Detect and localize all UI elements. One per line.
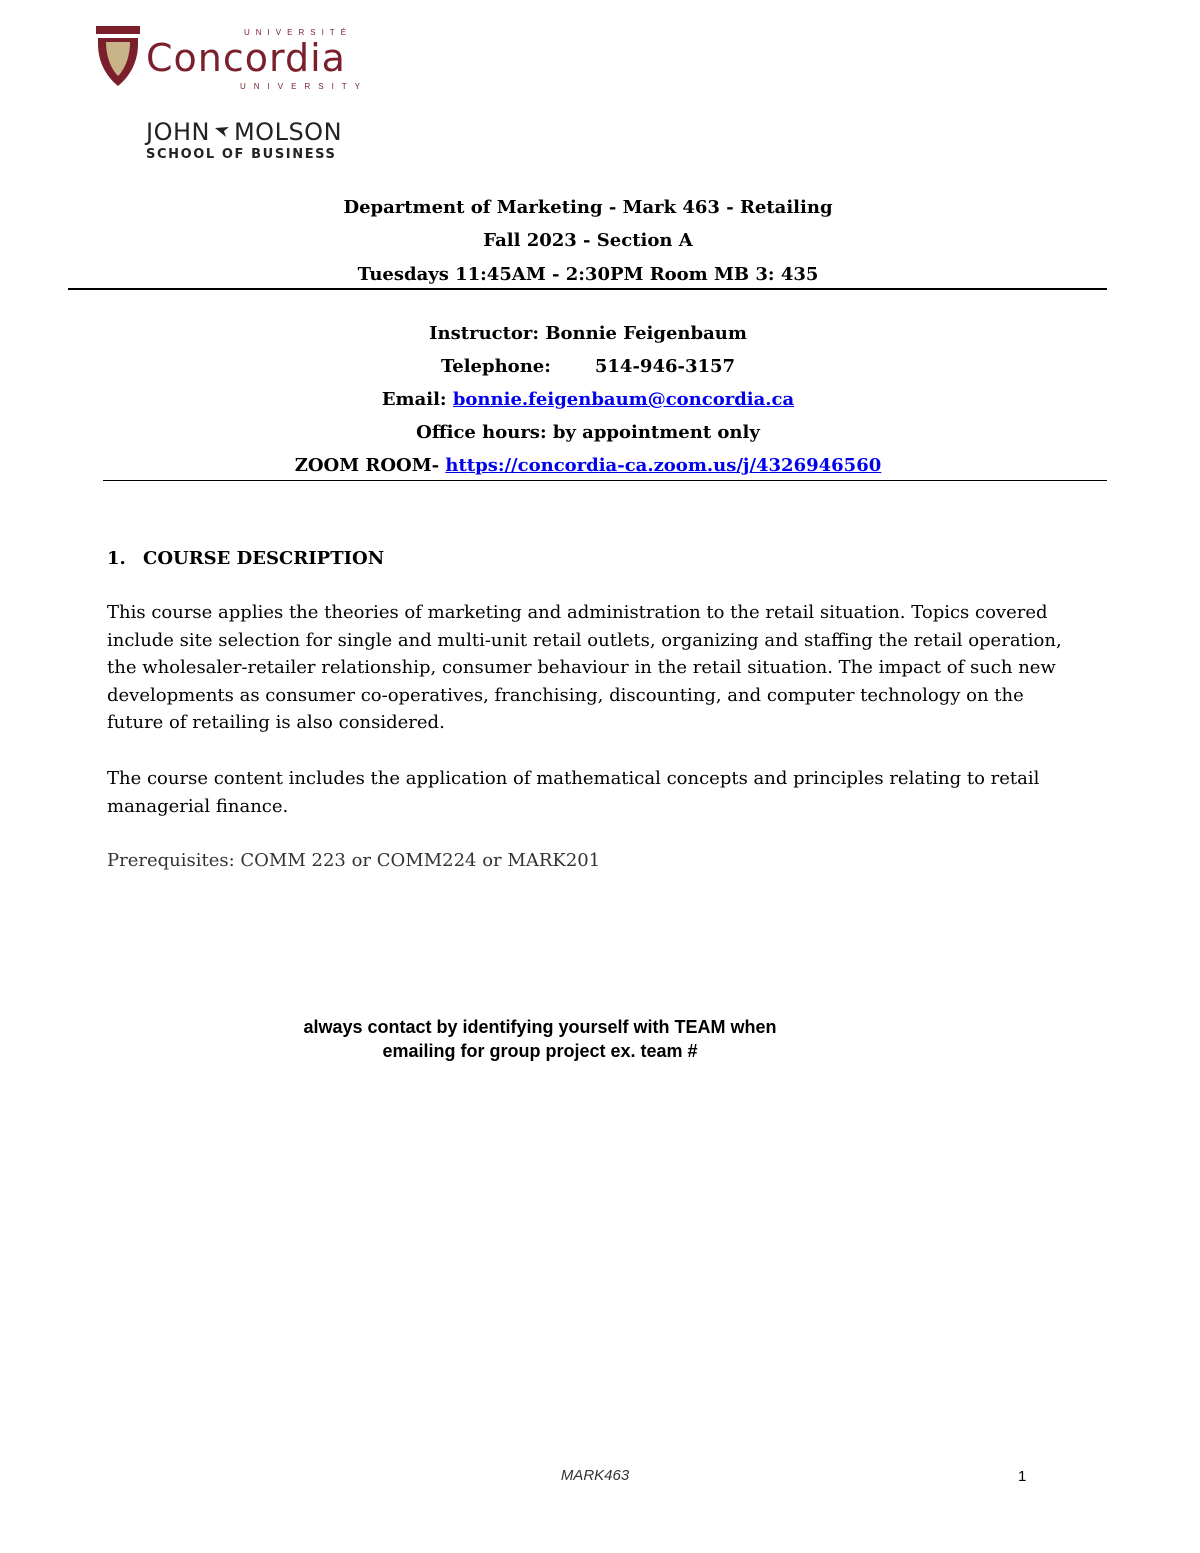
course-content-paragraph: The course content includes the application of mathematical concepts and principles relating to retail managerial finance. xyxy=(107,768,1040,817)
contact-divider xyxy=(103,480,1107,481)
header-divider xyxy=(68,288,1107,290)
telephone-label: Telephone: xyxy=(440,356,551,377)
molson-name xyxy=(146,118,366,146)
section-heading xyxy=(107,547,384,571)
section-number: 1. xyxy=(107,548,126,569)
team-contact-note-line1: always contact by identifying yourself with TEAM when xyxy=(303,1017,777,1037)
zoom-line xyxy=(0,454,1176,478)
concordia-top-text: UNIVERSITÉ xyxy=(244,28,353,37)
molson-name-left: JOHN xyxy=(146,118,210,146)
course-description-paragraph: This course applies the theories of marketing and administration to the retail situation. Topics covered include site selection for single and multi-unit retail outlets, organizing and staffing the retail operation, the wholesaler-retailer relationship, consumer behaviour in the retail situation. The impact of such new developments as consumer co-operatives, franchising, discounting, and computer technology on the future of retailing is also considered. xyxy=(107,602,1062,733)
concordia-wordmark: Concordia xyxy=(146,36,346,80)
concordia-bottom-text: UNIVERSITY xyxy=(240,82,369,91)
telephone-value: 514-946-3157 xyxy=(594,356,736,377)
zoom-label: ZOOM ROOM- xyxy=(294,455,440,476)
molson-school: SCHOOL OF BUSINESS xyxy=(146,147,337,162)
footer-course-code: MARK463 xyxy=(560,1467,630,1484)
term-line: Fall 2023 - Section A xyxy=(483,230,693,251)
prerequisites: Prerequisites: COMM 223 or COMM224 or MARK201 xyxy=(107,850,601,871)
zoom-link[interactable]: https://concordia-ca.zoom.us/j/4326946560 xyxy=(445,455,882,476)
concordia-logo xyxy=(94,22,374,94)
telephone-line xyxy=(0,355,1176,379)
concordia-shield-icon xyxy=(94,24,142,90)
email-link[interactable]: bonnie.feigenbaum@concordia.ca xyxy=(452,389,795,410)
team-contact-note xyxy=(200,1015,880,1063)
email-line xyxy=(0,388,1176,412)
instructor-line: Instructor: Bonnie Feigenbaum xyxy=(429,323,747,344)
page-number: 1 xyxy=(1018,1468,1027,1485)
schedule-line: Tuesdays 11:45AM - 2:30PM Room MB 3: 435 xyxy=(357,264,819,285)
office-hours-line: Office hours: by appointment only xyxy=(416,422,760,443)
team-contact-note-line2: emailing for group project ex. team # xyxy=(382,1041,698,1061)
email-label: Email: xyxy=(381,389,447,410)
molson-name-right: MOLSON xyxy=(233,118,343,146)
flag-icon xyxy=(215,127,229,137)
john-molson-logo xyxy=(146,118,366,168)
section-title: COURSE DESCRIPTION xyxy=(143,548,385,569)
course-title-line: Department of Marketing - Mark 463 - Retailing xyxy=(343,197,833,218)
